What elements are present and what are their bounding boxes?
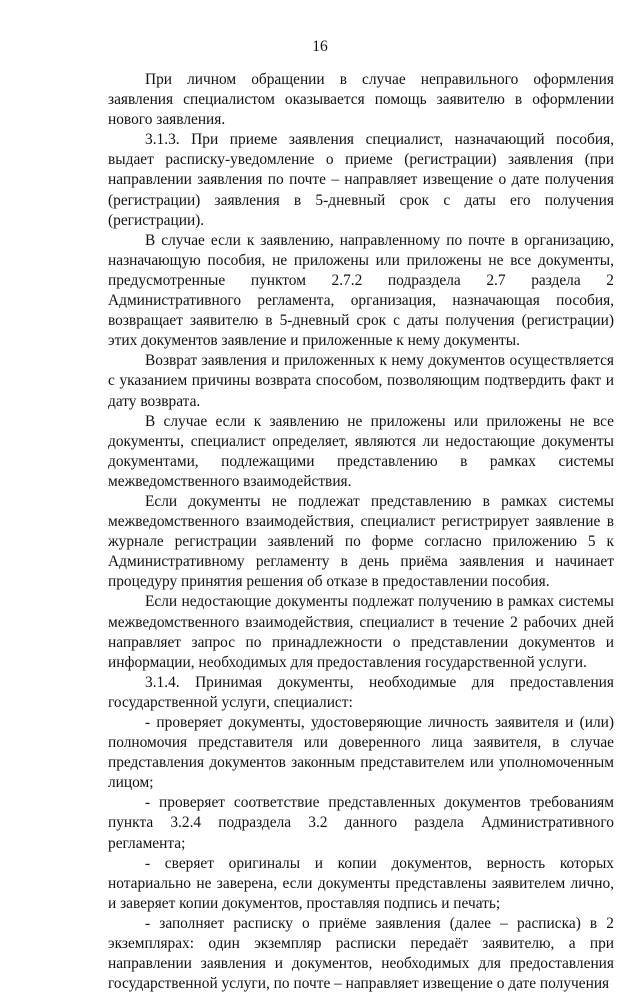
list-item: - проверяет документы, удостоверяющие личность заявителя и (или) полномочия представителя или доверенного лица заявителя, в случае представления документов законным представителем или уполномоченным лицом; — [108, 714, 614, 792]
paragraph: Возврат заявления и приложенных к нему документов осуществляется с указанием причины возврата способом, позволяющим подтвердить факт и дату возврата. — [108, 352, 614, 410]
paragraph: 3.1.4. Принимая документы, необходимые для предоставления государственной услуги, специалист: — [108, 673, 614, 711]
paragraph: Если недостающие документы подлежат получению в рамках системы межведомственного взаимодействия, специалист в течение 2 рабочих дней направляет запрос по принадлежности о представлении документов и информации, необходимых для предоставления государственной услуги. — [108, 593, 614, 671]
document-body — [108, 70, 614, 994]
paragraph: В случае если к заявлению не приложены или приложены не все документы, специалист определяет, являются ли недостающие документы документами, подлежащими представлению в рамках системы межведомственного взаимодействия. — [108, 412, 614, 490]
paragraph: 3.1.3. При приеме заявления специалист, назначающий пособия, выдает расписку-уведомление о приеме (регистрации) заявления (при направлении заявления по почте – направляет извещение о дате получения (регистрации) заявления в 5-дневный срок с даты его получения (регистрации). — [108, 131, 614, 229]
list-item: - сверяет оригиналы и копии документов, верность которых нотариально не заверена, если документы представлены заявителем лично, и заверяет копии документов, проставляя подпись и печать; — [108, 854, 614, 912]
paragraph: При личном обращении в случае неправильного оформления заявления специалистом оказывается помощь заявителю в оформлении нового заявления. — [108, 71, 614, 129]
list-item: - заполняет расписку о приёме заявления (далее – расписка) в 2 экземплярах: один экземпляр расписки передаёт заявителю, а при направлении заявления и документов, необходимых для предоставления государственной услуги, по почте – направляет извещение о дате получения — [108, 914, 614, 993]
paragraph: В случае если к заявлению, направленному по почте в организацию, назначающую пособия, не приложены или приложены не все документы, предусмотренные пунктом 2.7.2 подраздела 2.7 раздела 2 Административного регламента, организация, назначающая пособия, возвращает заявителю в 5-дневный срок с даты получения (регистрации) этих документов заявление и приложенные к нему документы. — [108, 231, 614, 350]
page-number: 16 — [312, 38, 328, 55]
list-item: - проверяет соответствие представленных документов требованиям пункта 3.2.4 подраздела 3.2 данного раздела Административного регламента; — [108, 794, 614, 852]
paragraph: Если документы не подлежат представлению в рамках системы межведомственного взаимодействия, специалист регистрирует заявление в журнале регистрации заявлений по форме согласно приложению 5 к Административному регламенту в день приёма заявления и начинает процедуру принятия решения об отказе в предоставлении пособия. — [108, 492, 614, 591]
